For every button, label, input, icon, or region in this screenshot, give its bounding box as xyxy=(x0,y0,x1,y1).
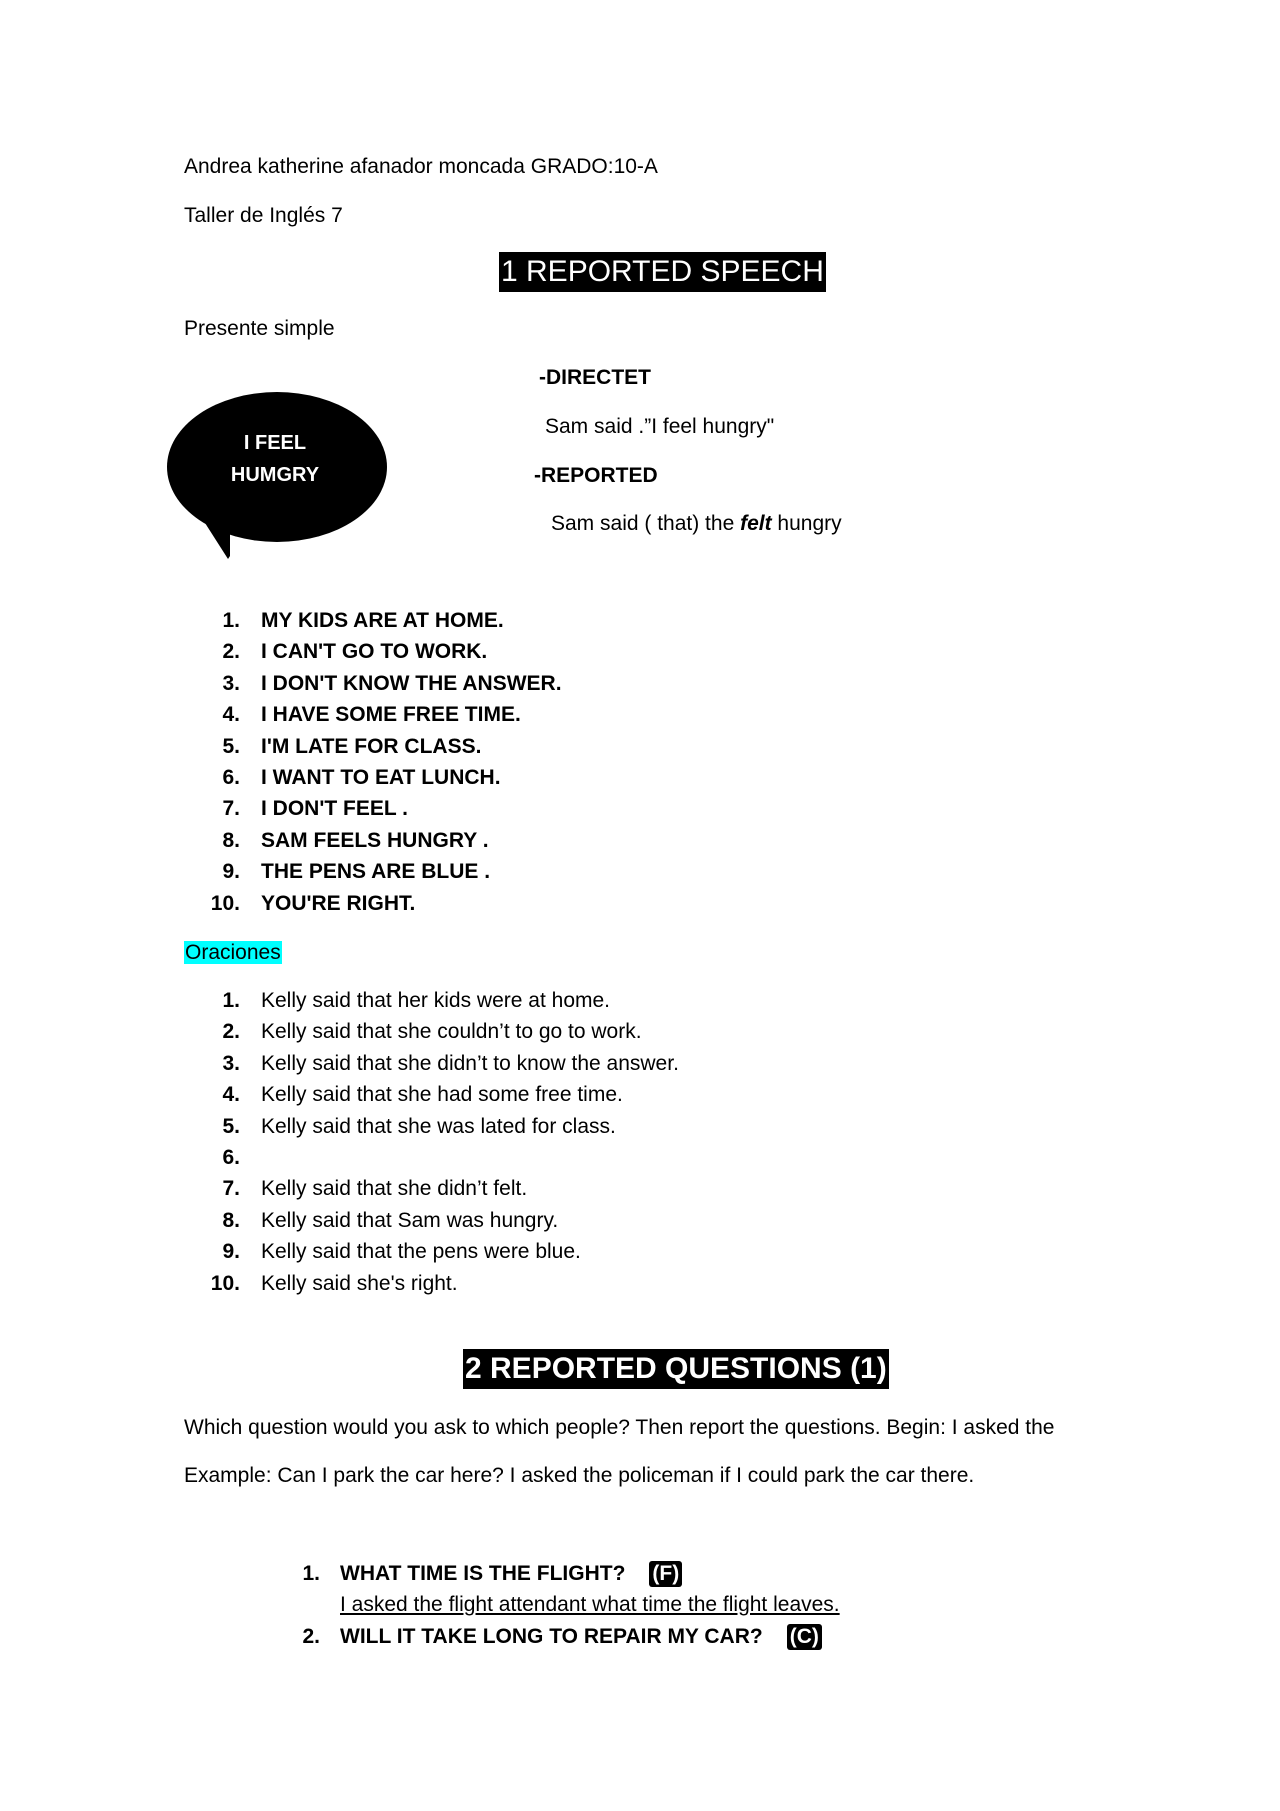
statement-text: I DON'T FEEL . xyxy=(261,797,408,821)
student-name-line: Andrea katherine afanador moncada GRADO:10-A xyxy=(184,155,658,178)
question-1-answer: I asked the flight attendant what time the flight leaves. xyxy=(340,1593,840,1616)
question-2 xyxy=(340,1624,822,1650)
question-1 xyxy=(340,1561,682,1587)
statement-number: 4. xyxy=(222,703,240,727)
example-text: Example: Can I park the car here? I asked the policeman if I could park the car there. xyxy=(184,1464,975,1487)
section1-title: 1 REPORTED SPEECH xyxy=(499,252,826,292)
answer-number: 6. xyxy=(222,1146,240,1169)
answer-text: Kelly said that she couldn’t to go to work. xyxy=(261,1020,642,1044)
statement-number: 9. xyxy=(222,860,240,884)
direct-label: -DIRECTET xyxy=(539,366,651,389)
statement-text: I DON'T KNOW THE ANSWER. xyxy=(261,671,562,695)
statement-number: 3. xyxy=(222,671,240,695)
answer-number: 10. xyxy=(210,1271,240,1295)
oraciones-highlight: Oraciones xyxy=(185,941,281,964)
answer-text: Kelly said that her kids were at home. xyxy=(261,989,611,1012)
statement-number: 1. xyxy=(222,609,240,632)
statement-number: 5. xyxy=(222,734,240,758)
answer-number: 4. xyxy=(222,1083,240,1107)
statement-text: I WANT TO EAT LUNCH. xyxy=(261,766,501,789)
answer-number: 9. xyxy=(222,1240,240,1264)
answer-number: 8. xyxy=(222,1208,240,1232)
statement-text: I HAVE SOME FREE TIME. xyxy=(261,703,521,727)
question-1-tag: (F) xyxy=(649,1561,682,1587)
statement-text: I'M LATE FOR CLASS. xyxy=(261,734,482,758)
bubble-line-2: HUMGRY xyxy=(230,464,320,486)
statement-number: 8. xyxy=(222,828,240,852)
oraciones-label xyxy=(184,940,282,966)
answer-number: 5. xyxy=(222,1114,240,1138)
answer-number: 1. xyxy=(222,989,240,1012)
question-2-text: WILL IT TAKE LONG TO REPAIR MY CAR? xyxy=(340,1625,763,1648)
answer-number: 2. xyxy=(222,1020,240,1044)
reported-verb: felt xyxy=(740,512,772,535)
statement-number: 7. xyxy=(222,797,240,821)
statement-text: SAM FEELS HUNGRY . xyxy=(261,828,489,852)
answer-text: Kelly said that she had some free time. xyxy=(261,1083,623,1107)
answer-number: 7. xyxy=(222,1177,240,1201)
answer-number: 3. xyxy=(222,1051,240,1075)
answer-text: Kelly said that she was lated for class. xyxy=(261,1114,616,1138)
answer-text: Kelly said that Sam was hungry. xyxy=(261,1208,559,1232)
direct-example: Sam said .”I feel hungry" xyxy=(545,415,775,438)
statement-text: I CAN'T GO TO WORK. xyxy=(261,640,488,664)
answer-text: Kelly said that she didn’t felt. xyxy=(261,1177,528,1201)
instruction-text: Which question would you ask to which people? Then report the questions. Begin: I asked the xyxy=(184,1416,1055,1439)
section2-title: 2 REPORTED QUESTIONS (1) xyxy=(463,1349,889,1389)
reported-label: -REPORTED xyxy=(534,464,658,487)
statement-text: YOU'RE RIGHT. xyxy=(261,891,416,915)
reported-suffix: hungry xyxy=(771,512,842,535)
question-1-number: 1. xyxy=(302,1562,320,1585)
statement-number: 10. xyxy=(210,891,240,915)
question-2-number: 2. xyxy=(302,1625,320,1648)
workshop-title: Taller de Inglés 7 xyxy=(184,204,343,227)
answer-text: Kelly said she's right. xyxy=(261,1271,458,1295)
statement-text: THE PENS ARE BLUE . xyxy=(261,860,491,884)
statement-text: MY KIDS ARE AT HOME. xyxy=(261,609,504,632)
statement-number: 2. xyxy=(222,640,240,664)
question-1-text: WHAT TIME IS THE FLIGHT? xyxy=(340,1562,626,1585)
bubble-line-1: I FEEL xyxy=(243,432,307,454)
reported-prefix: Sam said ( that) the xyxy=(551,512,741,535)
tense-label: Presente simple xyxy=(184,317,335,340)
statement-number: 6. xyxy=(222,766,240,789)
answer-text: Kelly said that she didn’t to know the answer. xyxy=(261,1051,679,1075)
reported-example xyxy=(551,511,842,537)
question-2-tag: (C) xyxy=(787,1624,822,1650)
answer-text: Kelly said that the pens were blue. xyxy=(261,1240,581,1264)
